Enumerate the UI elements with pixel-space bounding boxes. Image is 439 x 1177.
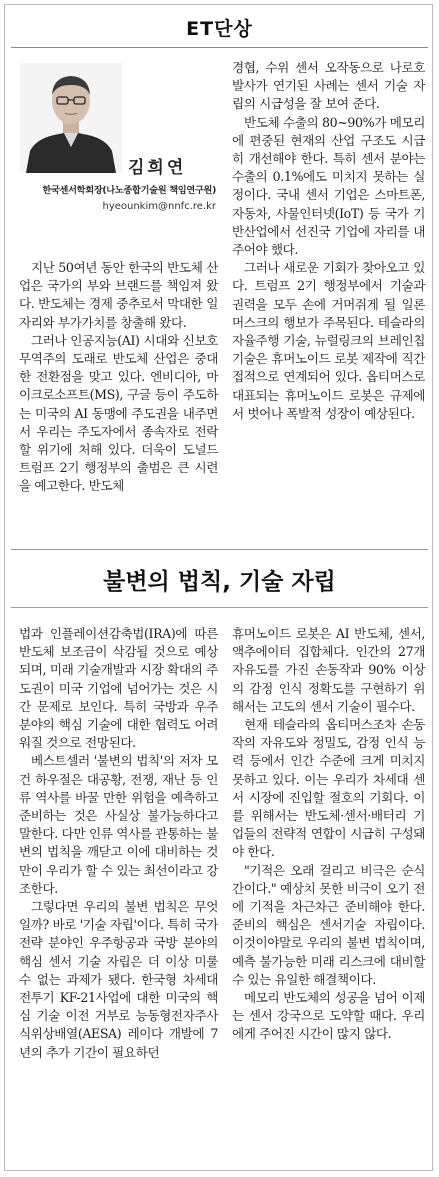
author-email: hyeounkim@nnfc.re.kr — [102, 201, 216, 212]
column-title: ET단상 — [186, 18, 253, 40]
paragraph: 그렇다면 우리의 불변 법칙은 무엇일까? 바로 '기술 자립'이다. 특히 국가전략 분야인 우주항공과 국방 분야의 핵심 센서 기술 자립은 더 이상 미룰 수 없는 과제가 됐다. 한국형 차세대 전투기 KF-21사업에 대한 미국의 핵심 기술 이전 거부로 능동형전자주사식위상배열(AESA) 레이다 개발에 7년의 추가 기간이 필요하던 — [19, 899, 218, 1060]
paragraph: 법과 인플레이션감축법(IRA)에 따른 반도체 보조금이 삭감될 것으로 예상되며, 미래 기술개발과 시장 확대의 주도권이 미국 기업에 넘어가는 것은 시간 문제로 보인다. 특히 국방과 우주 분야의 핵심 기술에 대한 협력도 어려워질 것으로 전망된다. — [19, 626, 218, 751]
paragraph: 반도체 수출의 80~90%가 메모리에 편중된 현재의 산업 구조도 시급히 개선해야 한다. 특히 센서 분야는 수출의 0.1%에도 미치지 못하는 실정이다. 국내 센서 기업은 스마트폰, 자동차, 사물인터넷(IoT) 등 국가 기반산업에서 선진국 기업에 자리를 내주어야 했다. — [232, 114, 425, 258]
headline-divider-top — [11, 549, 428, 550]
paragraph: 휴머노이드 로봇은 AI 반도체, 센서, 액추에이터 집합체다. 인간의 27개 자유도를 가진 손동작과 90% 이상의 감정 인식 정확도를 구현하기 위해서는 고도의 센서 기술이 필수다. — [232, 626, 425, 714]
body-column-3 — [19, 625, 218, 1062]
paragraph: 현재 테슬라의 옵티머스조차 손동작의 자유도와 정밀도, 감정 인식 능력 등에서 인간 수준에 크게 미치지 못하고 있다. 이는 우리가 차세대 센서 시장에 진입할 절호의 기회다. 이를 위해서는 반도체·센서·배터리 기업들의 전략적 연합이 시급히 구성돼야 한다. — [232, 717, 425, 860]
article-headline: 불변의 법칙, 기술 자립 — [103, 569, 336, 595]
author-name: 김희연 — [128, 158, 187, 178]
body-column-2 — [232, 59, 425, 423]
paragraph: 메모리 반도체의 성공을 넘어 이제는 센서 강국으로 도약할 때다. 우리에게 주어진 시간이 많지 않다. — [232, 990, 425, 1042]
paragraph: 그러나 인공지능(AI) 시대와 신보호무역주의 도래로 반도체 산업은 중대한 전환점을 맞고 있다. 엔비디아, 마이크로소프트(MS), 구글 등이 주도하는 미국의 AI 동맹에 주도권을 내주면서 우리는 주도자에서 종속자로 전락할 위기에 처해 있다. 더욱이 도널드 트럼프 2기 행정부의 출범은 큰 시련을 예고한다. 반도체 — [19, 332, 218, 494]
author-photo — [20, 63, 122, 173]
paragraph: 지난 50여년 동안 한국의 반도체 산업은 국가의 부와 브랜드를 책임져 왔다. 반도체는 경제 중추로서 막대한 일자리와 부가가치를 창출해 왔다. — [19, 260, 218, 330]
body-column-1 — [19, 259, 218, 496]
author-affiliation: 한국센서학회장(나노종합기술원 책임연구원) — [42, 185, 216, 196]
paragraph: "기적은 오래 걸리고 비극은 순식간이다." 예상치 못한 비극이 오기 전에 기적을 차근차근 준비해야 한다. 준비의 핵심은 센서기술 자립이다. 이것이야말로 우리의 불변 법칙이며, 예측 불가능한 미래 리스크에 대비할 수 있는 유일한 해결책이다. — [232, 862, 425, 987]
paragraph: 경협, 수위 센서 오작동으로 나로호 발사가 연기된 사례는 센서 기술 자립의 시급성을 잘 보여 준다. — [232, 60, 425, 112]
headline-divider-bottom — [11, 607, 428, 608]
title-divider — [11, 47, 428, 48]
body-column-4 — [232, 625, 425, 1044]
paragraph: 그러나 새로운 기회가 찾아오고 있다. 트럼프 2기 행정부에서 기술과 권력을 모두 손에 거머쥐게 될 일론 머스크의 행보가 주목된다. 테슬라의 자율주행 기술, 뉴럴링크의 브레인칩 기술은 휴머노이드 로봇 제작에 직간접적으로 연계되어 있다. 옵티머스로 대표되는 휴머노이드 로봇은 규제에서 벗어나 폭발적 성장이 예상된다. — [232, 260, 425, 421]
paragraph: 베스트셀러 '불변의 법칙'의 저자 모건 하우절은 대공황, 전쟁, 재난 등 인류 역사를 바꿀 만한 위험을 예측하고 준비하는 것은 사실상 불가능하다고 말한다. 다만 인류 역사를 관통하는 불변의 법칙을 깨닫고 이에 대비하는 것만이 우리가 할 수 있는 최선이라고 강조한다. — [19, 753, 218, 896]
